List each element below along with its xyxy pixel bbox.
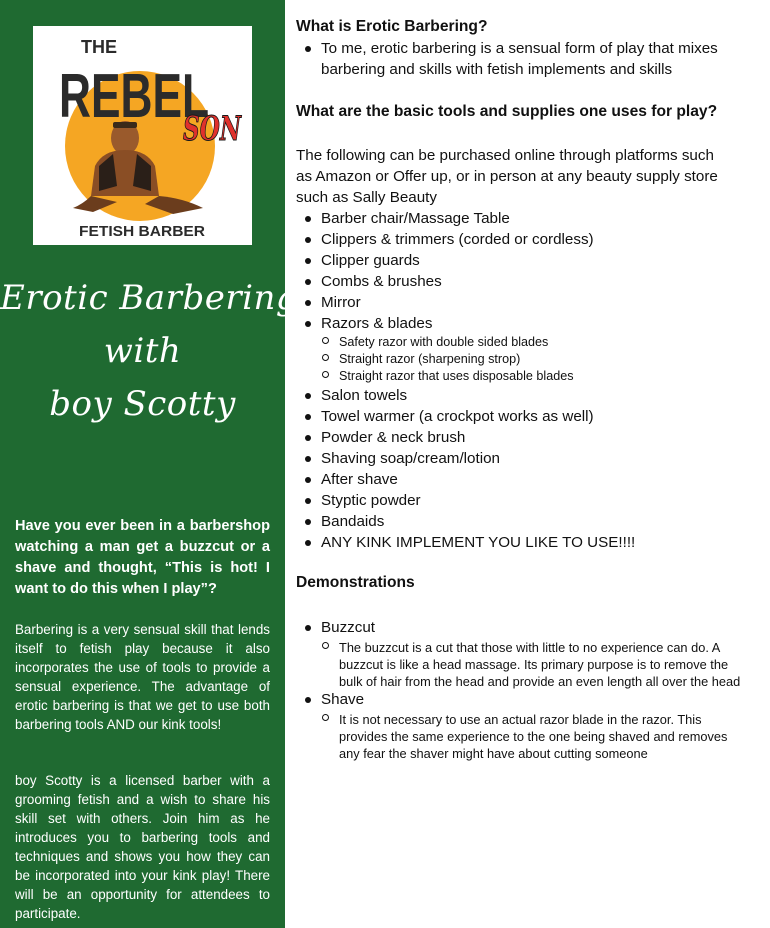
rebel-son-logo <box>33 26 252 245</box>
q2-text-line: such as Sally Beauty <box>296 189 437 206</box>
shave-description-line: provides the same experience to the one being shaved and removes <box>339 729 728 744</box>
event-title-line-3: boy Scotty <box>49 384 236 424</box>
q1-heading: What is Erotic Barbering? <box>296 18 488 35</box>
tool-item: Bandaids <box>321 513 385 530</box>
bullet-icon <box>305 519 311 525</box>
buzzcut-description-line: bulk of hair from the head and provide an even length all over the head <box>339 674 741 689</box>
tool-item: After shave <box>321 471 398 488</box>
event-title <box>0 272 299 431</box>
bullet-icon <box>305 435 311 441</box>
sub-bullet-icon <box>322 337 329 344</box>
tool-item: Razors & blades <box>321 315 433 332</box>
tool-item: Mirror <box>321 294 361 311</box>
bullet-icon <box>305 258 311 264</box>
bullet-icon <box>305 498 311 504</box>
bullet-icon <box>305 456 311 462</box>
tool-item: Barber chair/Massage Table <box>321 210 510 227</box>
bullet-icon <box>305 279 311 285</box>
bullet-icon <box>305 393 311 399</box>
razor-item: Straight razor that uses disposable blades <box>339 369 574 383</box>
bullet-icon <box>305 321 311 327</box>
buzzcut-description-line: The buzzcut is a cut that those with little to no experience can do. A <box>339 640 721 655</box>
bullet-icon <box>305 300 311 306</box>
bullet-icon <box>305 216 311 222</box>
left-panel <box>0 0 299 928</box>
demonstrations-heading: Demonstrations <box>296 574 415 591</box>
bullet-icon <box>305 625 311 631</box>
buzzcut-label: Buzzcut <box>321 619 376 636</box>
shave-description-line: It is not necessary to use an actual razor blade in the razor. This <box>339 712 702 727</box>
tool-item: Clippers & trimmers (corded or cordless) <box>321 231 594 248</box>
sub-bullet-icon <box>322 714 329 721</box>
event-title-line-2: with <box>103 331 182 371</box>
q2-text-line: as Amazon or Offer up, or in person at any beauty supply store <box>296 168 718 185</box>
shave-description-line: any fear the shaver might have about cutting someone <box>339 746 648 761</box>
tool-item: Combs & brushes <box>321 273 442 290</box>
bullet-icon <box>305 477 311 483</box>
tool-item: ANY KINK IMPLEMENT YOU LIKE TO USE!!!! <box>321 534 636 551</box>
presenter-paragraph: boy Scotty is a licensed barber with a grooming fetish and a wish to share his skill set with others. Join him as he introduces you to barbering tools and techniques and shows you how they can be incorporated into your kink play! There will be an opportunity for attendees to participate. <box>15 773 270 921</box>
tool-item: Clipper guards <box>321 252 420 269</box>
logo-the-text: THE <box>81 37 117 57</box>
q1-answer-line: To me, erotic barbering is a sensual form of play that mixes <box>321 40 718 57</box>
tool-item: Towel warmer (a crockpot works as well) <box>321 408 594 425</box>
event-title-line-1: Erotic Barbering <box>0 278 299 318</box>
logo-son-text: SON <box>183 109 243 149</box>
description-paragraph: Barbering is a very sensual skill that lends itself to fetish play because it also incorporates the use of tools to provide a sensual experience. The advantage of erotic barbering is that we get to use both barbering tools AND our kink tools! <box>15 622 270 732</box>
bullet-icon <box>305 46 311 52</box>
logo-rebel-text: REBEL <box>59 62 209 131</box>
shave-label: Shave <box>321 691 365 708</box>
q2-heading: What are the basic tools and supplies one uses for play? <box>296 103 718 120</box>
sub-bullet-icon <box>322 354 329 361</box>
buzzcut-description-line: buzzcut is like a head massage. Its primary purpose is to remove the <box>339 657 729 672</box>
q2-text-line: The following can be purchased online through platforms such <box>296 147 714 164</box>
tool-item: Powder & neck brush <box>321 429 466 446</box>
bullet-icon <box>305 540 311 546</box>
tool-item: Shaving soap/cream/lotion <box>321 450 500 467</box>
intro-question: Have you ever been in a barbershop watching a man get a buzzcut or a shave and thought, “This is hot! I want to do this when I play”? <box>15 518 270 597</box>
logo-tagline-text: FETISH BARBER <box>79 223 206 240</box>
razor-item: Safety razor with double sided blades <box>339 335 549 349</box>
bullet-icon <box>305 414 311 420</box>
logo-graphic <box>33 26 252 245</box>
razor-item: Straight razor (sharpening strop) <box>339 352 521 366</box>
tool-item: Styptic powder <box>321 492 421 509</box>
q1-answer-line: barbering and skills with fetish implements and skills <box>321 61 673 78</box>
sub-bullet-icon <box>322 642 329 649</box>
tool-item: Salon towels <box>321 387 408 404</box>
bullet-icon <box>305 237 311 243</box>
sub-bullet-icon <box>322 371 329 378</box>
bullet-icon <box>305 697 311 703</box>
